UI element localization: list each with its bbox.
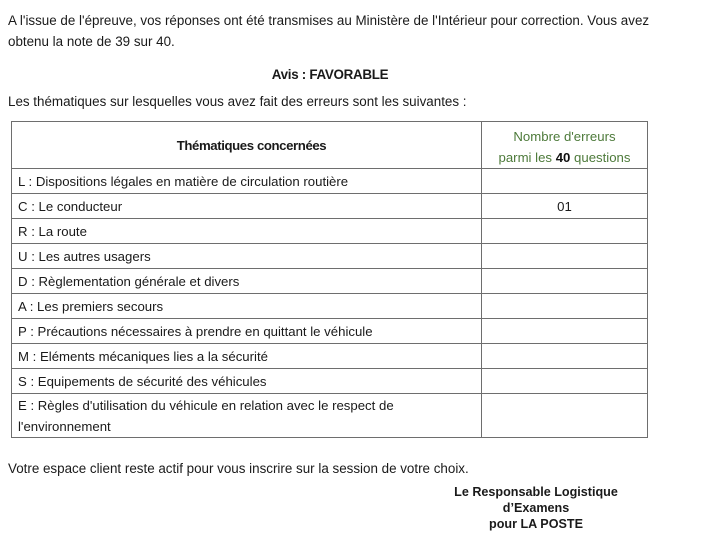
table-row: [12, 219, 648, 244]
error-count: [482, 244, 648, 269]
header-count-line1: Nombre d'erreurs: [513, 128, 616, 144]
table-header-row: [12, 122, 648, 169]
signature-line-3: pour LA POSTE: [489, 517, 583, 531]
table-row: [12, 244, 648, 269]
error-count: [482, 169, 648, 194]
error-count: [482, 269, 648, 294]
verdict-heading: Avis : FAVORABLE: [271, 67, 389, 82]
error-count: 01: [482, 194, 648, 219]
error-count: [482, 344, 648, 369]
error-count: [482, 294, 648, 319]
error-count: [482, 319, 648, 344]
error-themes-table: [11, 121, 648, 438]
table-row: [12, 369, 648, 394]
header-count-suffix: questions: [574, 149, 631, 165]
table-row: [12, 194, 648, 219]
signature-line-2: d’Examens: [502, 501, 570, 515]
theme-label: E : Règles d'utilisation du véhicule en relation avec le respect de l'environnement: [12, 394, 482, 438]
table-row: [12, 394, 648, 438]
table-row: [12, 169, 648, 194]
result-paragraph: A l'issue de l'épreuve, vos réponses ont été transmises au Ministère de l'Intérieur pour correction. Vous avez obtenu la note de 39 sur 40.: [8, 13, 650, 49]
errors-intro-text: Les thématiques sur lesquelles vous avez fait des erreurs sont les suivantes :: [8, 94, 467, 109]
header-count-number: 40: [555, 149, 571, 165]
error-count: [482, 369, 648, 394]
signature-line-1: Le Responsable Logistique: [454, 485, 618, 499]
theme-label: R : La route: [12, 219, 482, 244]
signature-block: [436, 484, 636, 532]
error-count: [482, 219, 648, 244]
theme-label: M : Eléments mécaniques lies a la sécurité: [12, 344, 482, 369]
error-count: [482, 394, 648, 438]
theme-label: D : Règlementation générale et divers: [12, 269, 482, 294]
theme-label: C : Le conducteur: [12, 194, 482, 219]
header-error-count: [482, 122, 648, 169]
theme-label: L : Dispositions légales en matière de circulation routière: [12, 169, 482, 194]
theme-label: A : Les premiers secours: [12, 294, 482, 319]
table-row: [12, 319, 648, 344]
theme-label: P : Précautions nécessaires à prendre en quittant le véhicule: [12, 319, 482, 344]
header-count-prefix: parmi les: [498, 149, 553, 165]
theme-label: U : Les autres usagers: [12, 244, 482, 269]
header-theme: Thématiques concernées: [12, 122, 482, 169]
table-row: [12, 269, 648, 294]
table-row: [12, 294, 648, 319]
footer-note: Votre espace client reste actif pour vous inscrire sur la session de votre choix.: [8, 461, 469, 476]
theme-label: S : Equipements de sécurité des véhicules: [12, 369, 482, 394]
table-row: [12, 344, 648, 369]
